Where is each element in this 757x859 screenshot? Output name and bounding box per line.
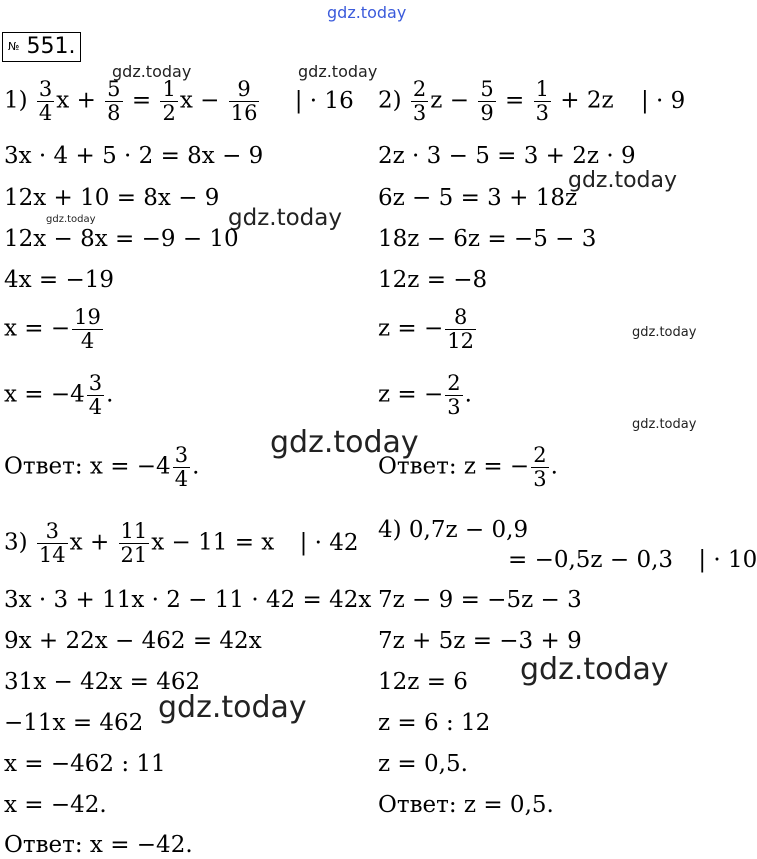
watermark: gdz.today xyxy=(270,425,419,460)
p2-step: 2z · 3 − 5 = 3 + 2z · 9 xyxy=(378,143,636,169)
p3-step: x = −42. xyxy=(4,792,107,818)
numerator: 3 xyxy=(88,371,103,395)
numerator: 9 xyxy=(237,77,251,101)
fraction xyxy=(37,78,54,125)
watermark: gdz.today xyxy=(520,652,669,687)
p2-label: 2) xyxy=(378,87,402,114)
denominator: 4 xyxy=(38,101,53,125)
p1-step: 4x = −19 xyxy=(4,267,115,293)
multiplier: | · 42 xyxy=(299,529,359,556)
term: = −0,5z − 0,3 xyxy=(508,547,674,573)
numerator: 2 xyxy=(533,443,547,467)
problem-number-value: 551. xyxy=(26,34,76,59)
watermark: gdz.today xyxy=(158,690,307,725)
term: x + xyxy=(69,529,110,556)
number-sign: № xyxy=(8,40,20,53)
numerator: 3 xyxy=(174,443,189,467)
p2-step: 18z − 6z = −5 − 3 xyxy=(378,226,597,252)
numerator: 5 xyxy=(107,77,121,101)
watermark: gdz.today xyxy=(327,3,407,22)
p3-label: 3) xyxy=(4,529,28,556)
watermark: gdz.today xyxy=(568,168,678,193)
fraction xyxy=(105,78,122,125)
denominator: 4 xyxy=(174,467,189,491)
watermark: gdz.today xyxy=(298,62,378,81)
numerator: 2 xyxy=(412,77,427,101)
denominator: 21 xyxy=(120,543,148,567)
denominator: 3 xyxy=(533,467,547,491)
p1-answer xyxy=(4,444,199,491)
p2-step: 6z − 5 = 3 + 18z xyxy=(378,185,578,211)
p3-step: 31x − 42x = 462 xyxy=(4,669,201,695)
p4-answer: Ответ: z = 0,5. xyxy=(378,792,554,818)
p1-label: 1) xyxy=(4,87,28,114)
p1-step: 12x + 10 = 8x − 9 xyxy=(4,185,220,211)
p2-step xyxy=(378,372,472,419)
term: . xyxy=(464,381,472,408)
p3-step: −11x = 462 xyxy=(4,710,144,736)
multiplier: | · 16 xyxy=(294,87,354,114)
fraction xyxy=(160,78,177,125)
fraction xyxy=(119,520,150,567)
watermark: gdz.today xyxy=(228,205,342,231)
p1-step: 3x · 4 + 5 · 2 = 8x − 9 xyxy=(4,143,264,169)
problem-number xyxy=(2,32,81,62)
term: Ответ: z = − xyxy=(378,453,530,480)
p1-step: 12x − 8x = −9 − 10 xyxy=(4,226,239,252)
fraction xyxy=(173,444,190,491)
p4-step: z = 6 : 12 xyxy=(378,710,491,736)
term: . xyxy=(192,453,200,480)
denominator: 14 xyxy=(38,543,66,567)
numerator: 19 xyxy=(74,305,101,329)
term: x − xyxy=(179,87,220,114)
p3-step: 3x · 3 + 11x · 2 − 11 · 42 = 42x xyxy=(4,587,372,613)
p4-equation: 4) 0,7z − 0,9 xyxy=(378,517,529,543)
denominator: 2 xyxy=(162,101,176,125)
term: = xyxy=(505,87,525,114)
p2-step xyxy=(378,306,478,353)
p4-equation-continued xyxy=(508,546,757,574)
denominator: 9 xyxy=(480,101,494,125)
denominator: 3 xyxy=(447,395,461,419)
fraction xyxy=(445,372,462,419)
numerator: 11 xyxy=(120,519,148,543)
fraction xyxy=(37,520,68,567)
p3-step: x = −462 : 11 xyxy=(4,751,166,777)
watermark: gdz.today xyxy=(632,325,697,340)
p4-step: 7z − 9 = −5z − 3 xyxy=(378,587,582,613)
denominator: 4 xyxy=(88,395,103,419)
multiplier: | · 9 xyxy=(640,87,686,114)
watermark: gdz.today xyxy=(632,417,697,432)
p1-step xyxy=(4,372,113,419)
watermark: gdz.today xyxy=(112,62,192,81)
fraction xyxy=(72,306,103,353)
term: x + xyxy=(56,87,96,114)
fraction xyxy=(229,78,260,125)
p4-step: z = 0,5. xyxy=(378,751,468,777)
numerator: 8 xyxy=(453,305,468,329)
denominator: 3 xyxy=(412,101,427,125)
p4-step: 12z = 6 xyxy=(378,669,468,695)
denominator: 16 xyxy=(230,101,258,125)
p1-step xyxy=(4,306,105,353)
term: = xyxy=(131,87,152,114)
term: . xyxy=(106,381,114,408)
denominator: 3 xyxy=(535,101,549,125)
multiplier: | · 10 xyxy=(698,547,757,573)
numerator: 3 xyxy=(45,519,59,543)
term: x = −4 xyxy=(4,381,85,408)
denominator: 12 xyxy=(447,329,475,353)
numerator: 1 xyxy=(535,77,549,101)
p3-equation xyxy=(4,520,359,567)
p3-step: 9x + 22x − 462 = 42x xyxy=(4,628,262,654)
fraction xyxy=(478,78,495,125)
denominator: 8 xyxy=(107,101,121,125)
denominator: 4 xyxy=(72,329,103,353)
fraction xyxy=(445,306,476,353)
numerator: 1 xyxy=(162,77,176,101)
term: x = − xyxy=(4,315,71,342)
term: z = − xyxy=(378,381,444,408)
term: z − xyxy=(430,87,469,114)
p1-equation xyxy=(4,78,354,125)
p4-step: 7z + 5z = −3 + 9 xyxy=(378,628,582,654)
term: . xyxy=(550,453,558,480)
fraction xyxy=(87,372,104,419)
watermark: gdz.today xyxy=(46,214,96,225)
numerator: 3 xyxy=(38,77,53,101)
term: x − 11 = x xyxy=(151,529,275,556)
fraction xyxy=(531,444,548,491)
fraction xyxy=(411,78,428,125)
p2-answer xyxy=(378,444,558,491)
term: z = − xyxy=(378,315,444,342)
numerator: 5 xyxy=(480,77,494,101)
p2-equation xyxy=(378,78,685,125)
fraction xyxy=(534,78,551,125)
term: + 2z xyxy=(560,87,614,114)
term: Ответ: x = −4 xyxy=(4,453,171,480)
p3-answer: Ответ: x = −42. xyxy=(4,832,193,858)
numerator: 2 xyxy=(447,371,461,395)
p2-step: 12z = −8 xyxy=(378,267,488,293)
